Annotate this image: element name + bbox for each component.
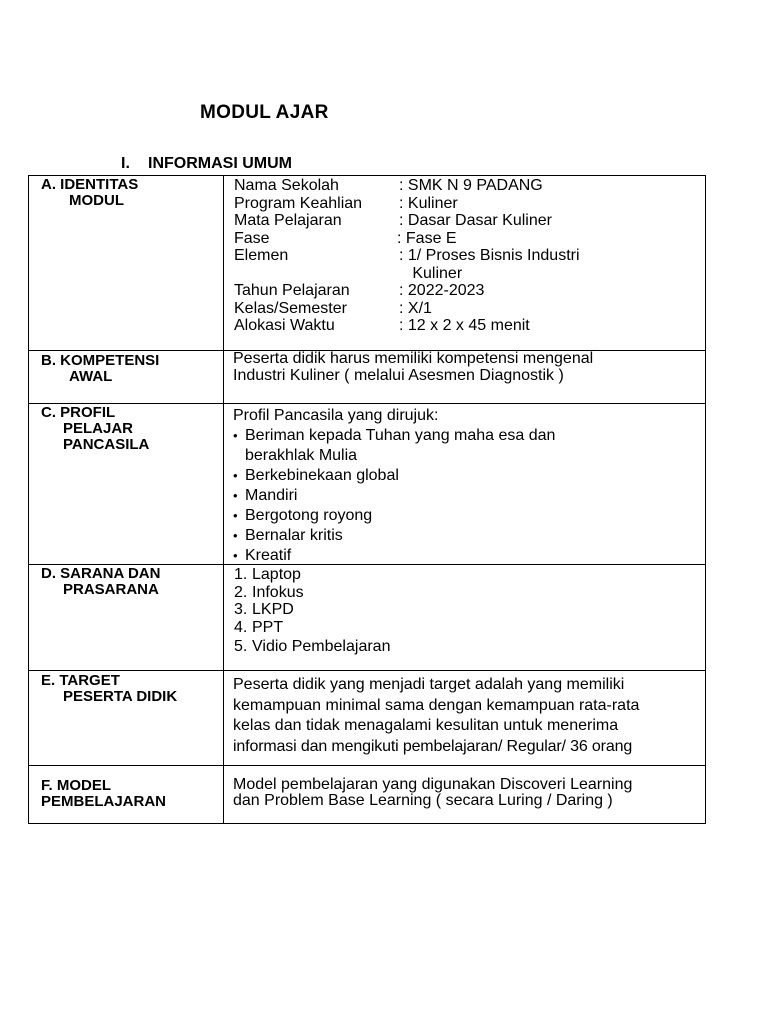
sarana-item: [234, 584, 390, 602]
profil-label-line: PELAJAR: [63, 420, 134, 437]
profil-item: [233, 466, 555, 486]
bullet-icon: •: [233, 508, 238, 523]
detail-key: Elemen: [234, 247, 289, 264]
detail-key: Alokasi Waktu: [234, 317, 335, 334]
target-text: [233, 675, 709, 757]
kompetensi-label: [41, 353, 159, 385]
column-divider: [223, 176, 224, 823]
item-number: 4.: [234, 618, 248, 636]
detail-value: : X/1: [399, 299, 432, 317]
profil-list: [233, 406, 555, 566]
section-title: INFORMASI UMUM: [148, 155, 292, 172]
sarana-label-line: D. SARANA DAN: [41, 565, 161, 582]
profil-item-text: Bernalar kritis: [245, 527, 343, 544]
profil-item-text: Mandiri: [245, 487, 298, 504]
sarana-item: [234, 601, 390, 619]
profil-item-text: Berkebinekaan global: [245, 467, 399, 484]
detail-value: Kuliner: [399, 264, 463, 282]
item-number: 2.: [234, 583, 248, 601]
detail-value: : 12 x 2 x 45 menit: [399, 317, 530, 334]
document-title: MODUL AJAR: [200, 102, 329, 123]
sarana-item: [234, 566, 390, 584]
detail-value: : Dasar Dasar Kuliner: [399, 212, 552, 229]
bullet-icon: •: [233, 488, 238, 503]
profil-item-text: Bergotong royong: [245, 507, 373, 524]
kompetensi-line: Peserta didik harus memiliki kompetensi mengenal: [233, 350, 594, 367]
target-label-line: PESERTA DIDIK: [63, 688, 178, 705]
profil-item-text: berakhlak Mulia: [245, 447, 358, 464]
target-line: informasi dan mengikuti pembelajaran/ Regular/ 36 orang: [233, 737, 633, 755]
profil-item: [233, 426, 555, 446]
target-line: kemampuan minimal sama dengan kemampuan rata-rata: [233, 696, 640, 714]
target-label-line: E. TARGET: [41, 672, 120, 689]
profil-label-line: PANCASILA: [63, 436, 150, 453]
sarana-item: [234, 619, 390, 637]
kompetensi-label-line: AWAL: [69, 368, 113, 385]
bullet-icon: •: [233, 548, 238, 563]
kompetensi-text: [233, 350, 707, 384]
profil-item-text: Kreatif: [245, 547, 292, 564]
bullet-icon: •: [233, 528, 238, 543]
section-number: I.: [121, 155, 130, 172]
bullet-icon: •: [233, 428, 238, 443]
profil-intro: Profil Pancasila yang dirujuk:: [233, 407, 439, 424]
profil-item: [233, 526, 555, 546]
identitas-label: [41, 177, 138, 209]
item-text: PPT: [252, 618, 284, 636]
profil-item: [233, 546, 555, 566]
row-divider: [29, 765, 705, 766]
detail-key: Program Keahlian: [234, 194, 363, 212]
target-line: Peserta didik yang menjadi target adalah yang memiliki: [233, 676, 625, 693]
item-text: Vidio Pembelajaran: [252, 638, 391, 655]
detail-value: : Fase E: [397, 229, 457, 247]
target-label: [41, 673, 177, 705]
kompetensi-label-line: B. KOMPETENSI: [41, 352, 160, 369]
profil-item-continuation: [233, 446, 555, 466]
sarana-label: [41, 566, 160, 598]
profil-item-text: Beriman kepada Tuhan yang maha esa dan: [245, 427, 556, 444]
profil-item: [233, 506, 555, 526]
item-text: Infokus: [252, 583, 304, 601]
item-number: 3.: [234, 601, 248, 618]
detail-key: Kelas/Semester: [234, 299, 347, 317]
item-text: Laptop: [252, 566, 301, 583]
item-number: 5.: [234, 638, 248, 655]
model-label-line: F. MODEL: [41, 777, 111, 794]
item-number: 1.: [234, 566, 248, 583]
model-text: [233, 777, 707, 809]
bullet-icon: •: [233, 468, 238, 483]
detail-value: : SMK N 9 PADANG: [399, 177, 543, 194]
detail-key: Fase: [234, 229, 270, 247]
identitas-label-line: MODUL: [69, 192, 124, 209]
section-heading: [121, 155, 292, 173]
detail-key: Mata Pelajaran: [234, 212, 342, 229]
identitas-label-line: A. IDENTITAS: [41, 176, 139, 193]
sarana-list: [234, 566, 390, 656]
item-text: LKPD: [252, 601, 294, 618]
model-label: [41, 778, 166, 810]
model-line: dan Problem Base Learning ( secara Luring / Daring ): [233, 792, 613, 809]
row-divider: [29, 403, 705, 404]
model-line: Model pembelajaran yang digunakan Discoveri Learning: [233, 776, 633, 793]
target-line: kelas dan tidak menagalami kesulitan untuk menerima: [233, 717, 619, 734]
row-divider: [29, 670, 705, 671]
profil-item: [233, 486, 555, 506]
detail-value: : 1/ Proses Bisnis Industri: [399, 247, 580, 264]
kompetensi-line: Industri Kuliner ( melalui Asesmen Diagnostik ): [233, 367, 564, 384]
info-table: [28, 175, 706, 824]
detail-value: : Kuliner: [399, 194, 458, 212]
detail-value: : 2022-2023: [399, 282, 485, 299]
sarana-item: [234, 638, 390, 656]
model-label-line: PEMBELAJARAN: [41, 793, 167, 810]
sarana-label-line: PRASARANA: [63, 581, 159, 598]
profil-label-line: C. PROFIL: [41, 404, 116, 421]
detail-key: Tahun Pelajaran: [234, 282, 350, 299]
detail-key: Nama Sekolah: [234, 177, 339, 194]
profil-label: [41, 405, 149, 453]
